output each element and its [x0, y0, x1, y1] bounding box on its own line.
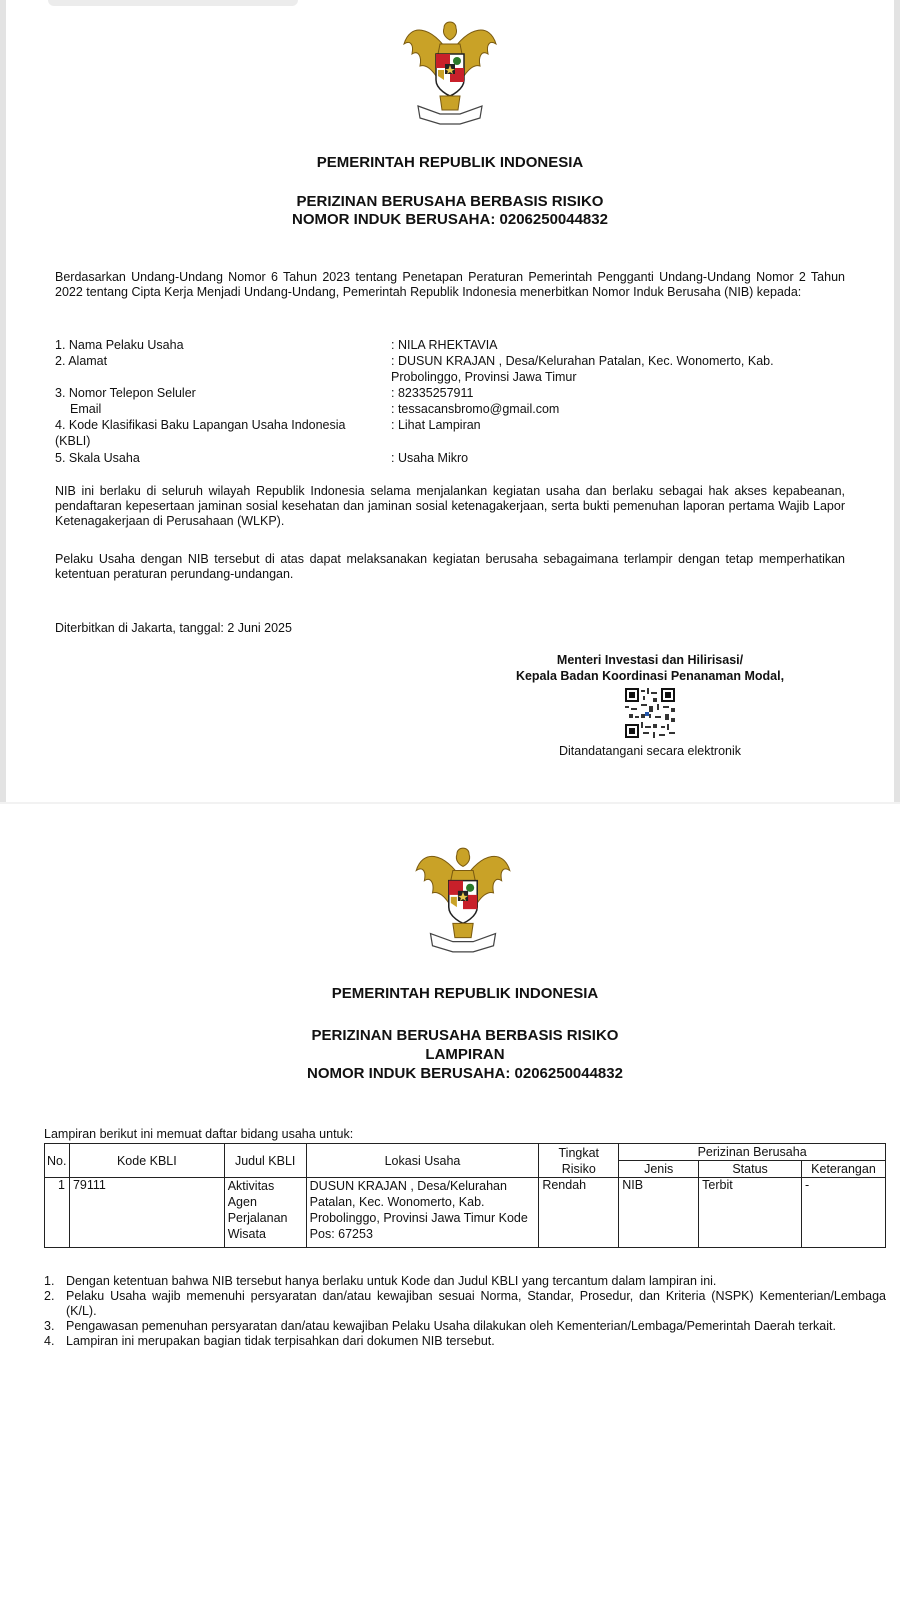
note-number: 3. — [44, 1319, 55, 1333]
cell-keterangan: - — [801, 1178, 885, 1248]
validity-paragraph: NIB ini berlaku di seluruh wilayah Republik Indonesia selama menjalankan kegiatan usaha dan berlaku sebagai hak akses kepabeanan, pendaftaran kepesertaan jaminan sosial kesehatan dan jaminan sosial ketenagakerjaan, serta bukti pemenuhan laporan pertama Wajib Lapor Ketenagakerjaan di Perusahaan (WLKP). — [55, 484, 845, 528]
note-text: Dengan ketentuan bahwa NIB tersebut hanya berlaku untuk Kode dan Judul KBLI yang tercantum dalam lampiran ini. — [66, 1274, 717, 1288]
header-keterangan: Keterangan — [801, 1161, 885, 1178]
page-edge-left — [0, 0, 6, 802]
header-kode-kbli: Kode KBLI — [69, 1144, 224, 1178]
doc-title-lampiran: PERIZINAN BERUSAHA BERBASIS RISIKO — [311, 1027, 619, 1044]
field-label: Email — [70, 402, 102, 416]
field-value: : Usaha Mikro — [391, 451, 469, 465]
table-row — [45, 1178, 886, 1248]
nib-number: NOMOR INDUK BERUSAHA: 0206250044832 — [292, 211, 608, 228]
header-tingkat-risiko: Tingkat Risiko — [539, 1144, 619, 1178]
cell-judul: Aktivitas Agen Perjalanan Wisata — [224, 1178, 306, 1248]
garuda-emblem-icon — [398, 14, 502, 134]
list-item — [44, 1274, 886, 1289]
note-number: 2. — [44, 1289, 55, 1303]
field-value: : NILA RHEKTAVIA — [391, 338, 498, 352]
note-number: 4. — [44, 1334, 55, 1348]
qr-code-icon — [625, 688, 675, 738]
page-separator — [0, 802, 900, 804]
note-text: Pelaku Usaha wajib memenuhi persyaratan dan/atau kewajiban sesuai Norma, Standar, Prosedur, dan Kriteria (NSPK) Kementerian/Lembaga (K/L). — [66, 1289, 886, 1318]
doc-title: PERIZINAN BERUSAHA BERBASIS RISIKO — [296, 193, 604, 210]
field-label: 4. Kode Klasifikasi Baku Lapangan Usaha Indonesia (KBLI) — [55, 418, 346, 448]
note-text: Lampiran ini merupakan bagian tidak terpisahkan dari dokumen NIB tersebut. — [66, 1334, 495, 1348]
header-judul-kbli: Judul KBLI — [224, 1144, 306, 1178]
field-label: 3. Nomor Telepon Seluler — [55, 386, 196, 400]
list-item — [44, 1334, 886, 1349]
lampiran-subtitle: LAMPIRAN — [425, 1046, 505, 1063]
field-value: : Lihat Lampiran — [391, 418, 481, 432]
garuda-emblem-icon — [410, 840, 516, 962]
field-value: : tessacansbromo@gmail.com — [391, 402, 560, 416]
list-item — [44, 1319, 886, 1334]
signer-title: Menteri Investasi dan Hilirisasi/ — [556, 653, 744, 667]
field-value: : 82335257911 — [391, 386, 474, 400]
signer-office: Kepala Badan Koordinasi Penanaman Modal, — [515, 669, 785, 683]
permission-paragraph: Pelaku Usaha dengan NIB tersebut di atas dapat melaksanakan kegiatan berusaha sebagaimana terlampir dengan tetap memperhatikan ketentuan peraturan perundang-undangan. — [55, 552, 845, 581]
top-tab-shadow — [48, 0, 298, 6]
field-label: 2. Alamat — [55, 354, 108, 368]
issued-date: Diterbitkan di Jakarta, tanggal: 2 Juni 2025 — [55, 621, 292, 635]
nib-number-lampiran: NOMOR INDUK BERUSAHA: 0206250044832 — [307, 1065, 623, 1082]
list-item — [44, 1289, 886, 1319]
note-text: Pengawasan pemenuhan persyaratan dan/atau kewajiban Pelaku Usaha dilakukan oleh Kementerian/Lembaga/Pemerintah Daerah terkait. — [66, 1319, 836, 1333]
government-heading-lampiran: PEMERINTAH REPUBLIK INDONESIA — [331, 985, 599, 1002]
intro-paragraph: Berdasarkan Undang-Undang Nomor 6 Tahun 2023 tentang Penetapan Peraturan Pemerintah Pengganti Undang-Undang Nomor 2 Tahun 2022 tentang Cipta Kerja Menjadi Undang-Undang, Pemerintah Republik Indonesia menerbitkan Nomor Induk Berusaha (NIB) kepada: — [55, 270, 845, 299]
note-number: 1. — [44, 1274, 55, 1288]
field-label: 5. Skala Usaha — [55, 451, 140, 465]
field-label: 1. Nama Pelaku Usaha — [55, 338, 184, 352]
kbli-table — [44, 1143, 886, 1248]
header-perizinan-berusaha: Perizinan Berusaha — [619, 1144, 886, 1161]
cell-no: 1 — [45, 1178, 70, 1248]
header-status: Status — [699, 1161, 802, 1178]
header-jenis: Jenis — [619, 1161, 699, 1178]
field-value: : DUSUN KRAJAN , Desa/Kelurahan Patalan, Kec. Wonomerto, Kab. Probolinggo, Provinsi Jawa Timur — [391, 354, 774, 384]
cell-status: Terbit — [699, 1178, 802, 1248]
header-lokasi-usaha: Lokasi Usaha — [306, 1144, 539, 1178]
notes-list — [44, 1274, 886, 1349]
cell-tingkat: Rendah — [539, 1178, 619, 1248]
cell-jenis: NIB — [619, 1178, 699, 1248]
header-no: No. — [45, 1144, 70, 1178]
government-heading: PEMERINTAH REPUBLIK INDONESIA — [316, 154, 584, 171]
cell-kode: 79111 — [69, 1178, 224, 1248]
cell-lokasi: DUSUN KRAJAN , Desa/Kelurahan Patalan, Kec. Wonomerto, Kab. Probolinggo, Provinsi Jawa Timur Kode Pos: 67253 — [306, 1178, 539, 1248]
page-edge-right — [894, 0, 900, 802]
table-caption: Lampiran berikut ini memuat daftar bidang usaha untuk: — [44, 1127, 354, 1141]
electronic-signature-note: Ditandatangani secara elektronik — [558, 744, 742, 758]
